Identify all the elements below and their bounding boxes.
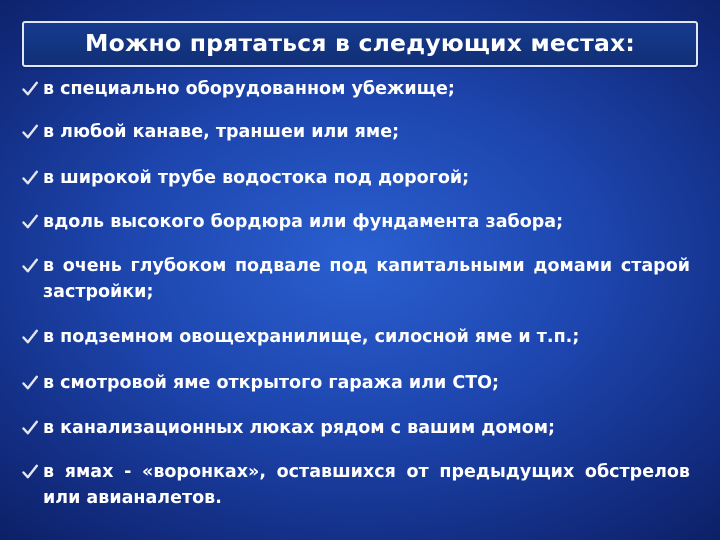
list-item [22, 76, 690, 102]
list-item-text: вдоль высокого бордюра или фундамента забора; [43, 212, 564, 232]
list-item [22, 459, 690, 511]
list-item [22, 415, 690, 441]
list-item-text: в ямах - «воронках», оставшихся от предыдущих обстрелов или авианалетов. [43, 462, 690, 508]
checkmark-icon [22, 329, 38, 345]
checkmark-icon [22, 420, 38, 436]
list-item-text: в смотровой яме открытого гаража или СТО; [43, 373, 500, 393]
list-item [22, 253, 690, 305]
checkmark-icon [22, 214, 38, 230]
checkmark-icon [22, 258, 38, 274]
list-item-text: в очень глубоком подвале под капитальными домами старой застройки; [43, 256, 690, 302]
list-item-text: в широкой трубе водостока под дорогой; [43, 168, 470, 188]
checkmark-icon [22, 81, 38, 97]
list-item-text: в канализационных люках рядом с вашим домом; [43, 418, 556, 438]
list-item [22, 165, 690, 191]
list-item-text: в подземном овощехранилище, силосной яме и т.п.; [43, 327, 580, 347]
checkmark-icon [22, 124, 38, 140]
list-item-text: в специально оборудованном убежище; [43, 79, 455, 99]
list-item [22, 209, 690, 235]
slide-title: Можно прятаться в следующих местах: [85, 29, 635, 57]
list-item [22, 370, 690, 396]
checkmark-icon [22, 375, 38, 391]
list-item-text: в любой канаве, траншеи или яме; [43, 122, 400, 142]
checkmark-icon [22, 464, 38, 480]
list-item [22, 324, 690, 350]
list-item [22, 119, 690, 145]
checkmark-icon [22, 170, 38, 186]
